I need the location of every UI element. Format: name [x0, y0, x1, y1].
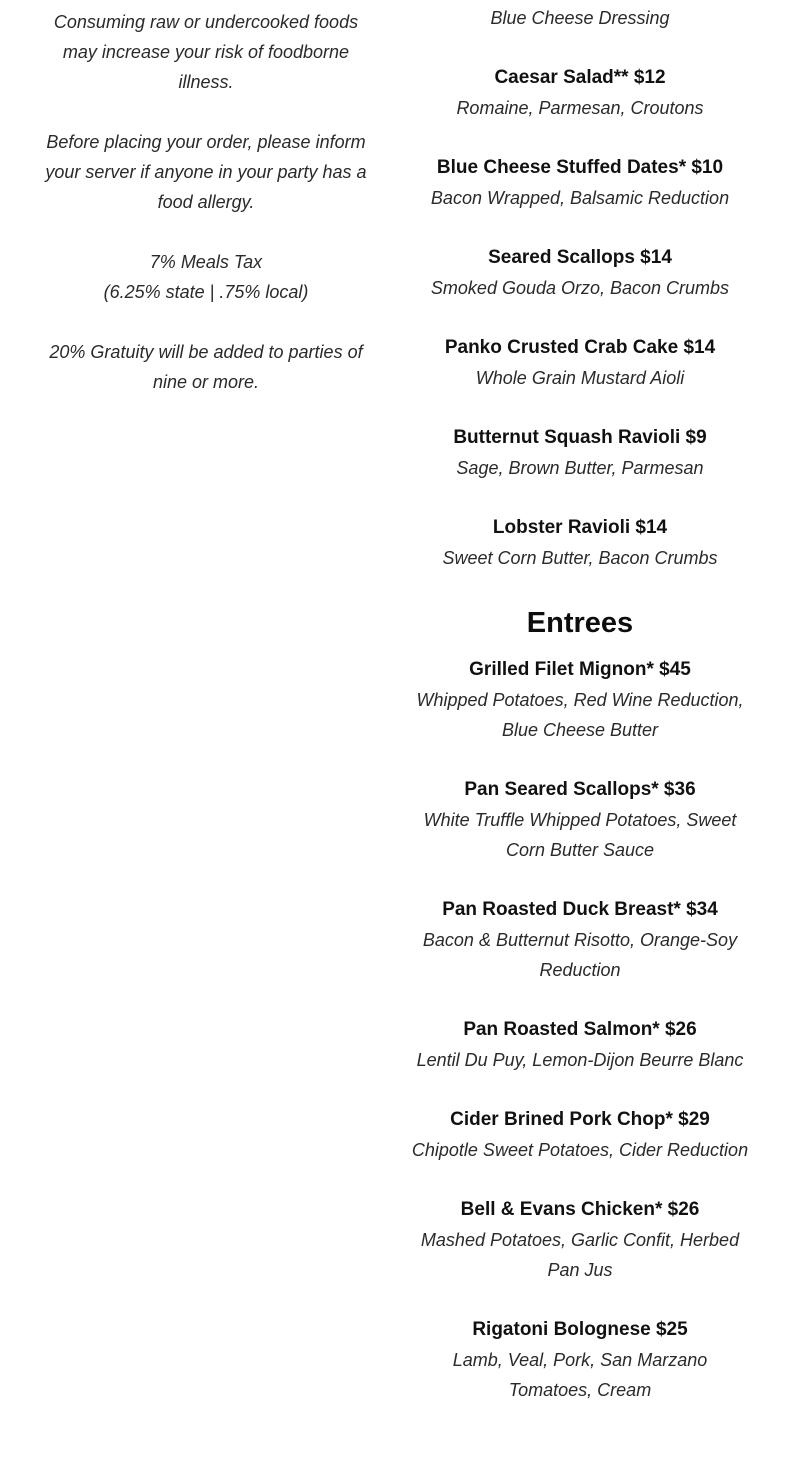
menu-item [410, 153, 750, 213]
dish-description: Whipped Potatoes, Red Wine Reduction, Blue Cheese Butter [416, 690, 744, 740]
notice-text: 20% Gratuity will be added to parties of nine or more. [49, 342, 363, 392]
dish-name: Lobster Ravioli $14 [492, 517, 668, 538]
dish-name: Pan Roasted Salmon* $26 [463, 1019, 697, 1040]
dish-name: Pan Seared Scallops* $36 [464, 779, 696, 800]
appetizer-continued [410, 3, 750, 33]
dish-description: Sage, Brown Butter, Parmesan [456, 458, 704, 478]
dish-name: Caesar Salad** $12 [494, 67, 666, 88]
menu-item [410, 895, 750, 985]
notice-text: 7% Meals Tax [149, 252, 263, 272]
dish-name: Pan Roasted Duck Breast* $34 [442, 899, 718, 920]
dish-description: Mashed Potatoes, Garlic Confit, Herbed Pan Jus [420, 1230, 740, 1280]
notice-text: Before placing your order, please inform your server if anyone in your party has a food allergy. [45, 132, 367, 212]
dish-description: Lentil Du Puy, Lemon-Dijon Beurre Blanc [416, 1050, 744, 1070]
dish-name: Seared Scallops $14 [488, 247, 672, 268]
entrees-heading: Entrees [526, 607, 634, 639]
dish-description: Bacon Wrapped, Balsamic Reduction [430, 188, 730, 208]
dish-description: Lamb, Veal, Pork, San Marzano Tomatoes, Cream [452, 1350, 708, 1400]
allergy-notice [40, 127, 372, 217]
notices-column [40, 7, 372, 427]
menu-item [410, 1015, 750, 1075]
dish-name: Bell & Evans Chicken* $26 [460, 1199, 700, 1220]
menu-item [410, 333, 750, 393]
gratuity-notice [40, 337, 372, 397]
raw-food-notice [40, 7, 372, 97]
notice-text: (6.25% state | .75% local) [103, 282, 309, 302]
meals-tax-notice [40, 247, 372, 307]
menu-item [410, 513, 750, 573]
menu-item [410, 1315, 750, 1405]
menu-column [410, 3, 750, 1435]
dish-description: Romaine, Parmesan, Croutons [456, 98, 704, 118]
menu-item [410, 423, 750, 483]
dish-description: Smoked Gouda Orzo, Bacon Crumbs [430, 278, 730, 298]
dish-description: Blue Cheese Dressing [490, 8, 670, 28]
dish-description: Chipotle Sweet Potatoes, Cider Reduction [411, 1140, 749, 1160]
dish-name: Blue Cheese Stuffed Dates* $10 [436, 157, 724, 178]
dish-name: Cider Brined Pork Chop* $29 [450, 1109, 710, 1130]
menu-item [410, 775, 750, 865]
menu-item [410, 655, 750, 745]
menu-item [410, 1105, 750, 1165]
menu-item [410, 243, 750, 303]
notice-text: Consuming raw or undercooked foods may increase your risk of foodborne illness. [53, 12, 359, 92]
dish-name: Panko Crusted Crab Cake $14 [444, 337, 716, 358]
menu-item [410, 63, 750, 123]
dish-description: Sweet Corn Butter, Bacon Crumbs [442, 548, 718, 568]
dish-description: Whole Grain Mustard Aioli [475, 368, 685, 388]
dish-description: Bacon & Butternut Risotto, Orange-Soy Reduction [422, 930, 738, 980]
menu-item [410, 1195, 750, 1285]
dish-name: Grilled Filet Mignon* $45 [469, 659, 691, 680]
dish-name: Butternut Squash Ravioli $9 [453, 427, 707, 448]
dish-description: White Truffle Whipped Potatoes, Sweet Corn Butter Sauce [423, 810, 737, 860]
dish-name: Rigatoni Bolognese $25 [472, 1319, 688, 1340]
